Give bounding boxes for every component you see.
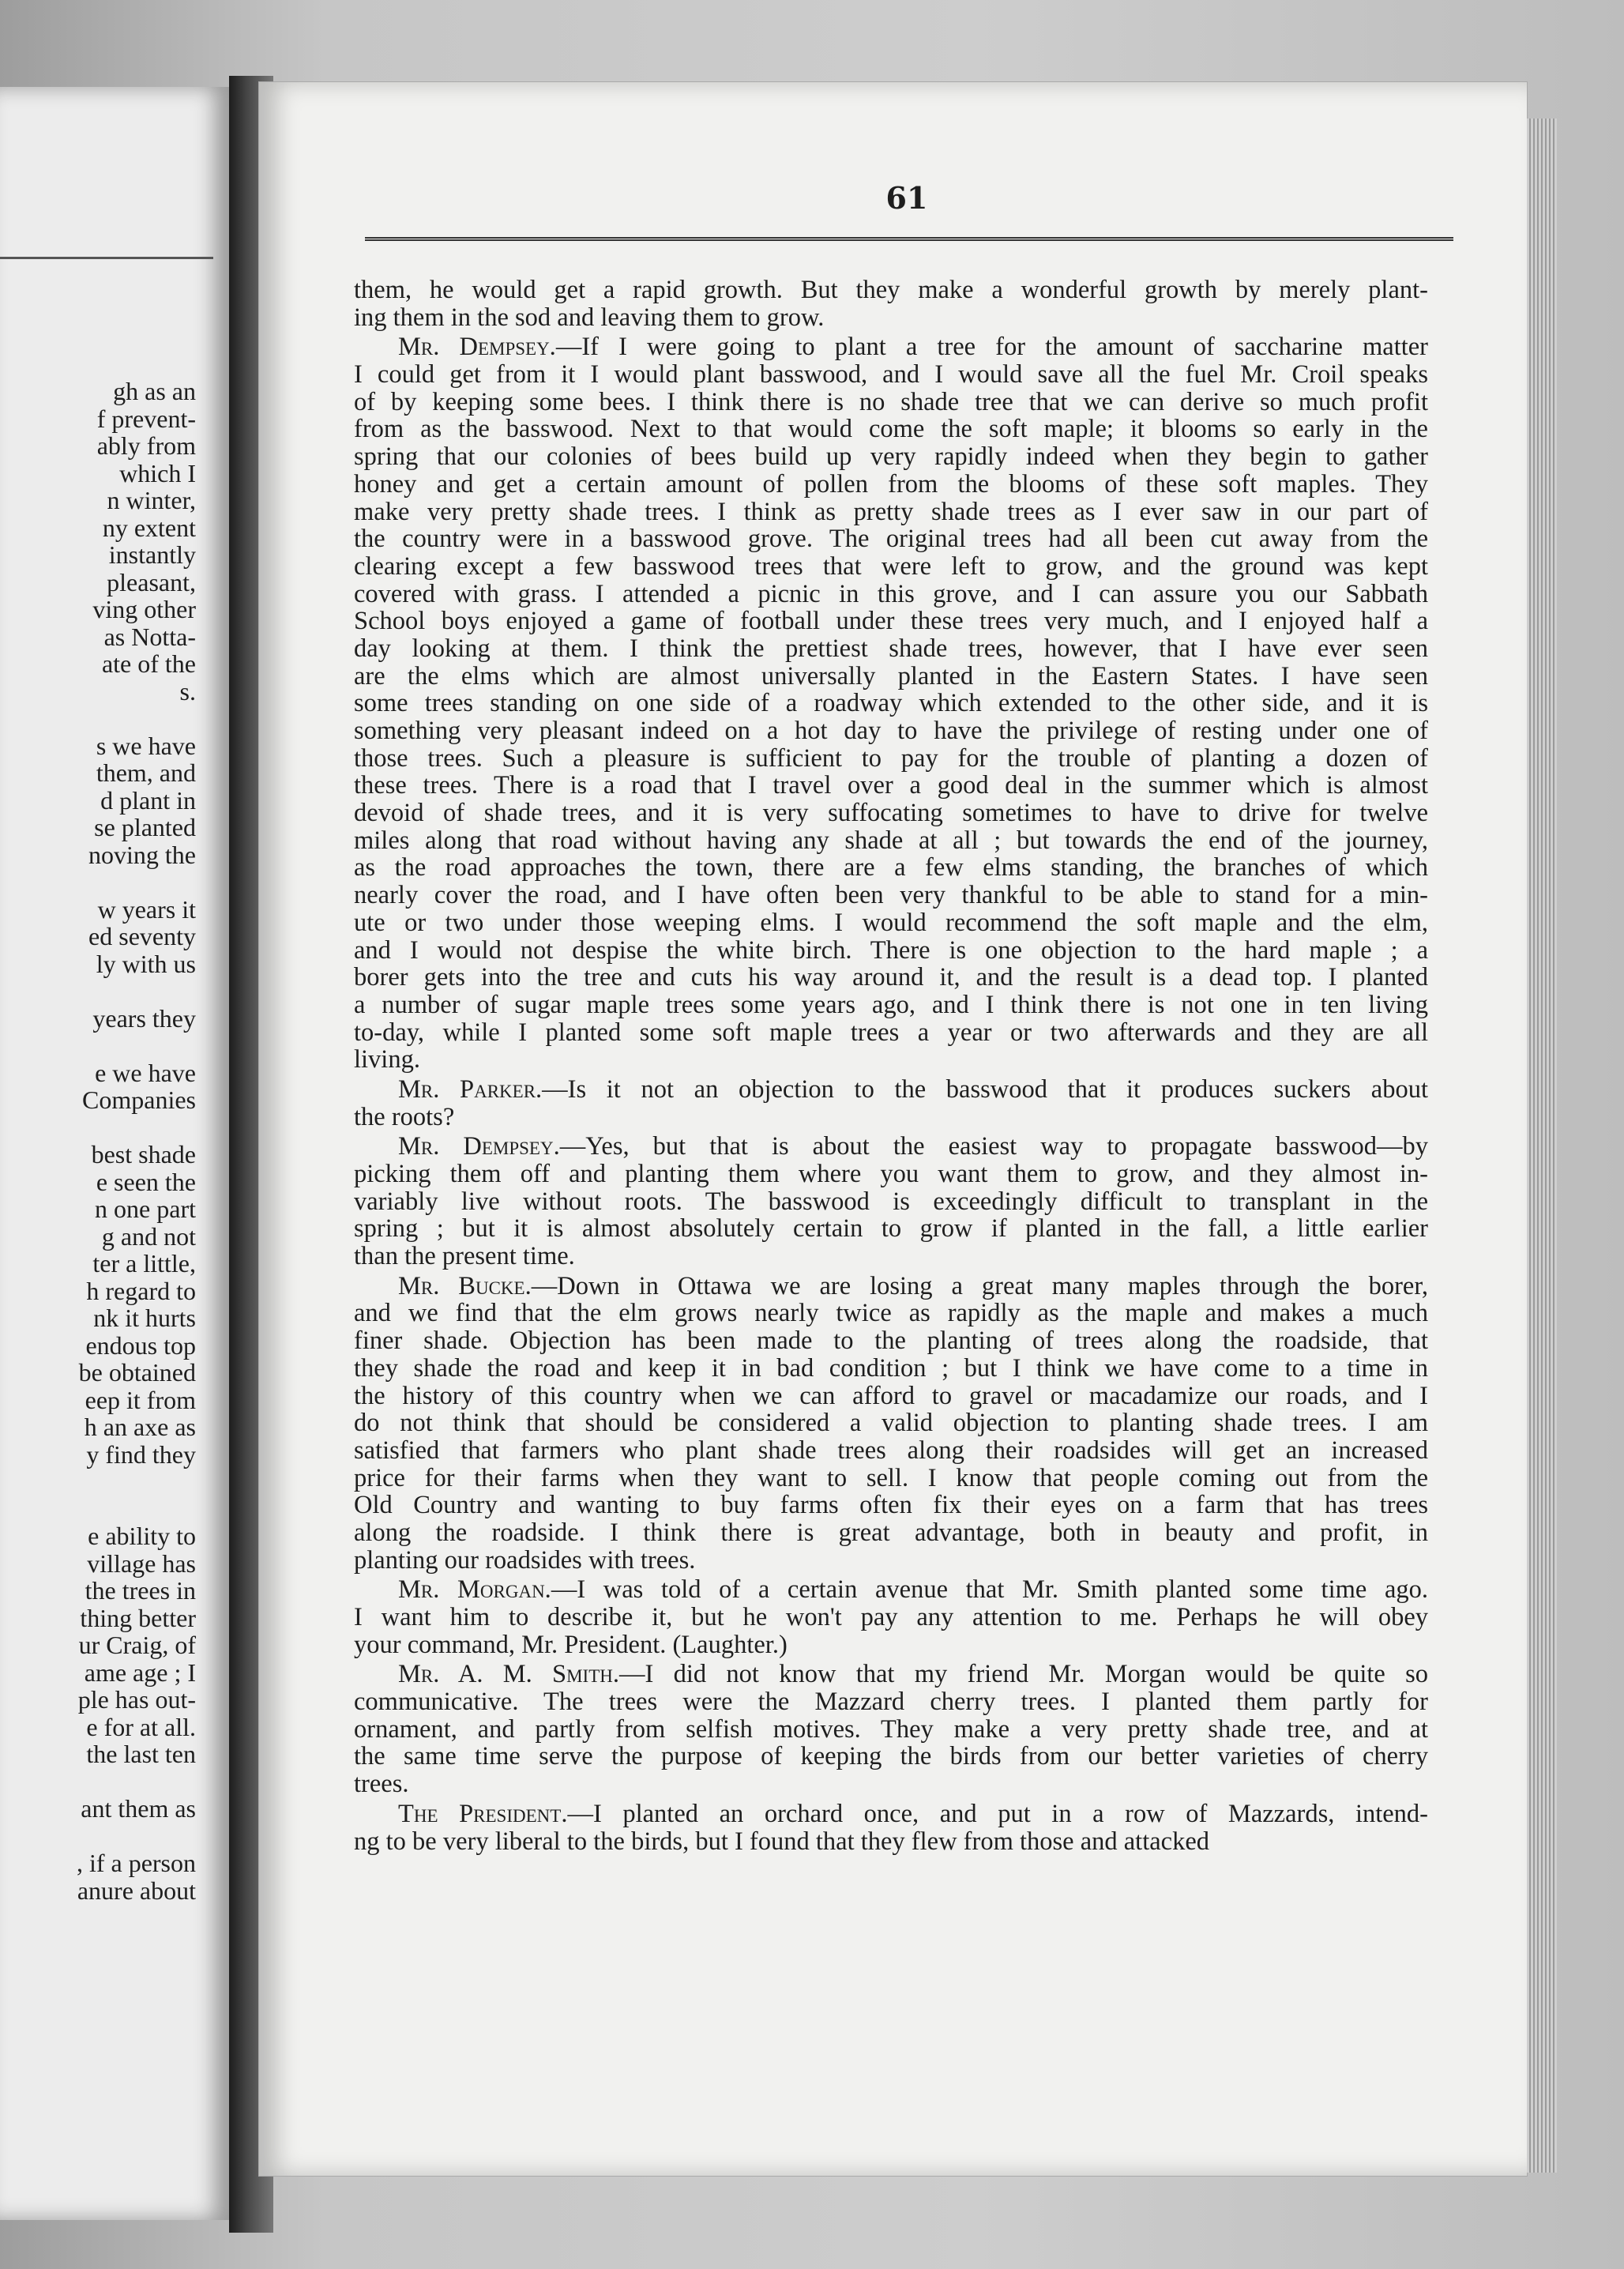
header-rule bbox=[365, 237, 1453, 247]
text-line: ng to be very liberal to the birds, but I found that they flew from those and attacked bbox=[354, 1827, 1210, 1856]
left-page bbox=[0, 87, 229, 2220]
text-line: do not think that should be considered a valid objection to planting shade trees. I am bbox=[354, 1409, 1428, 1438]
paragraph bbox=[354, 1273, 1428, 1575]
text-line: they shade the road and keep it in bad condition ; but I think we have come to a time in bbox=[354, 1353, 1428, 1383]
left-page-line bbox=[0, 1032, 205, 1059]
left-page-line: ny extent bbox=[102, 513, 196, 542]
text-line bbox=[354, 1801, 1428, 1828]
left-page-line: h an axe as bbox=[84, 1413, 196, 1441]
paragraph bbox=[354, 277, 1428, 331]
left-page-line: e for at all. bbox=[86, 1712, 196, 1741]
text-line: honey and get a certain amount of pollen from the blooms of these soft maples. They bbox=[354, 469, 1428, 499]
speaker-name: Mr. Dempsey. bbox=[398, 1132, 560, 1161]
paragraph bbox=[354, 1801, 1428, 1855]
text-line: the roots? bbox=[354, 1102, 455, 1131]
left-page-line: d plant in bbox=[100, 785, 196, 815]
line-text: —Yes, but that is about the easiest way to propagate basswood—by bbox=[559, 1132, 1428, 1161]
left-page-line: thing better bbox=[80, 1603, 196, 1632]
left-page-line: endous top bbox=[85, 1330, 196, 1360]
left-page-line: ving other bbox=[92, 595, 196, 623]
left-page-line bbox=[0, 1823, 205, 1850]
left-page-line: ur Craig, of bbox=[78, 1631, 196, 1659]
speaker-name: Mr. Morgan. bbox=[398, 1575, 551, 1605]
text-line bbox=[354, 1133, 1428, 1161]
line-text: —I did not know that my friend Mr. Morgan would be quite so bbox=[619, 1660, 1428, 1689]
text-line: are the elms which are almost universally planted in the Eastern States. I have seen bbox=[354, 661, 1428, 690]
text-line: along the roadside. I think there is great advantage, both in beauty and profit, in bbox=[354, 1518, 1428, 1547]
left-page-line: ant them as bbox=[81, 1794, 196, 1823]
left-page-line: se planted bbox=[94, 813, 196, 841]
left-page-line: instantly bbox=[108, 540, 196, 569]
left-page-line: e ability to bbox=[88, 1522, 196, 1550]
speaker-name: Mr. Dempsey. bbox=[398, 333, 556, 362]
text-line: devoid of shade trees, and it is very suffocating sometimes to have to drive for twelve bbox=[354, 799, 1428, 828]
text-line: make very pretty shade trees. I think as pretty shade trees as I ever saw in our part of bbox=[354, 497, 1428, 526]
text-line: covered with grass. I attended a picnic in this grove, and I can assure you our Sabbath bbox=[354, 579, 1428, 608]
speaker-name: The President. bbox=[398, 1799, 568, 1828]
left-header-rule bbox=[0, 257, 213, 259]
left-page-line: ably from bbox=[96, 431, 196, 460]
left-page-line: g and not bbox=[101, 1221, 196, 1251]
left-page-line: years they bbox=[92, 1003, 196, 1033]
left-page-line: , if a person bbox=[76, 1849, 196, 1877]
left-page-text bbox=[0, 378, 205, 1904]
text-line: borer gets into the tree and cuts his way around it, and the result is a dead top. I planted bbox=[354, 963, 1428, 992]
text-line: ornament, and partly from selfish motives. They make a very pretty shade tree, and at bbox=[354, 1714, 1428, 1744]
left-page-line: which I bbox=[119, 458, 196, 487]
text-line: I could get from it I would plant basswood, and I would save all the fuel Mr. Croil speaks bbox=[354, 360, 1428, 389]
text-line: and we find that the elm grows nearly twice as rapidly as the maple and makes a much bbox=[354, 1299, 1428, 1328]
text-line: something very pleasant indeed on a hot day to have the privilege of resting under one of bbox=[354, 717, 1428, 745]
left-page-line: e seen the bbox=[96, 1167, 196, 1196]
left-page-line: e we have bbox=[95, 1058, 196, 1087]
left-page-line: ter a little, bbox=[92, 1249, 196, 1277]
text-line: some trees standing on one side of a roadway which extended to the other side, and it is bbox=[354, 689, 1428, 718]
left-page-line: f prevent- bbox=[96, 404, 196, 433]
text-line: than the present time. bbox=[354, 1242, 575, 1271]
text-line: clearing except a few basswood trees that were left to grow, and the ground was kept bbox=[354, 551, 1428, 581]
text-line bbox=[354, 1076, 1428, 1104]
left-page-line: village has bbox=[87, 1548, 196, 1578]
text-line bbox=[354, 1661, 1428, 1688]
text-line: Old Country and wanting to buy farms often fix their eyes on a farm that has trees bbox=[354, 1491, 1428, 1520]
left-page-line: n winter, bbox=[107, 486, 196, 514]
left-page-line: best shade bbox=[91, 1140, 196, 1168]
line-text: —Down in Ottawa we are losing a great many maples through the borer, bbox=[531, 1271, 1429, 1300]
left-page-line: ate of the bbox=[101, 649, 196, 678]
text-line: your command, Mr. President. (Laughter.) bbox=[354, 1630, 788, 1659]
left-page-line: the trees in bbox=[85, 1576, 196, 1605]
text-line: ute or two under those weeping elms. I would recommend the soft maple and the elm, bbox=[354, 908, 1428, 937]
left-page-line: n one part bbox=[95, 1195, 196, 1223]
left-page-line bbox=[0, 1114, 205, 1142]
page-edges bbox=[1527, 119, 1557, 2173]
left-page-line: w years it bbox=[97, 894, 196, 924]
left-page-line: gh as an bbox=[113, 377, 196, 405]
left-page-line: pleasant, bbox=[107, 567, 196, 596]
left-page-line: the last ten bbox=[86, 1740, 196, 1768]
text-line: ing them in the sod and leaving them to grow. bbox=[354, 303, 825, 332]
text-line: finer shade. Objection has been made to the planting of trees along the roadside, that bbox=[354, 1326, 1428, 1356]
paragraph bbox=[354, 333, 1428, 1074]
page-body bbox=[354, 277, 1428, 1855]
page-number: 61 bbox=[885, 180, 928, 216]
text-line: to-day, while I planted some soft maple trees a year or two afterwards and they are all bbox=[354, 1018, 1428, 1047]
line-text: —If I were going to plant a tree for the amount of saccharine matter bbox=[555, 333, 1429, 362]
text-line: spring ; but it is almost absolutely certain to grow if planted in the fall, a little earlier bbox=[354, 1214, 1428, 1244]
text-line: day looking at them. I think the prettiest shade trees, however, that I have ever seen bbox=[354, 634, 1428, 663]
text-line: those trees. Such a pleasure is sufficient to pay for the trouble of planting a dozen of bbox=[354, 743, 1428, 773]
text-line bbox=[354, 1576, 1428, 1604]
text-line: spring that our colonies of bees build up very rapidly indeed when they begin to gather bbox=[354, 442, 1428, 472]
left-page-line: them, and bbox=[96, 758, 196, 787]
text-line bbox=[354, 333, 1428, 361]
text-line: from as the basswood. Next to that would come the soft maple; it blooms so early in the bbox=[354, 415, 1428, 444]
left-page-line: s. bbox=[179, 676, 196, 706]
text-line: the history of this country when we can afford to gravel or macadamize our roads, and I bbox=[354, 1381, 1428, 1410]
left-page-line bbox=[0, 705, 205, 732]
text-line: the same time serve the purpose of keeping the birds from our better varieties of cherry bbox=[354, 1742, 1428, 1771]
paragraph bbox=[354, 1133, 1428, 1270]
left-page-line bbox=[0, 1468, 205, 1496]
text-line: School boys enjoyed a game of football under these trees very much, and I enjoyed half a bbox=[354, 607, 1428, 636]
text-line: planting our roadsides with trees. bbox=[354, 1545, 696, 1575]
text-line: communicative. The trees were the Mazzard cherry trees. I planted them partly for bbox=[354, 1688, 1428, 1717]
left-page-line: anure about bbox=[77, 1876, 196, 1905]
line-text: —I planted an orchard once, and put in a row of Mazzards, intend- bbox=[567, 1799, 1429, 1828]
text-line: variably live without roots. The basswood is exceedingly difficult to transplant in the bbox=[354, 1187, 1428, 1216]
left-page-line: ple has out- bbox=[77, 1685, 196, 1714]
text-line bbox=[354, 1273, 1428, 1300]
line-text: —I was told of a certain avenue that Mr. Smith planted some time ago. bbox=[551, 1575, 1428, 1605]
text-line: I want him to describe it, but he won't pay any attention to me. Perhaps he will obey bbox=[354, 1603, 1428, 1631]
left-page-line: as Notta- bbox=[103, 622, 196, 651]
text-line: price for their farms when they want to sell. I know that people coming out from the bbox=[354, 1463, 1428, 1492]
left-page-line bbox=[0, 1496, 205, 1523]
text-line: trees. bbox=[354, 1770, 409, 1799]
left-page-line bbox=[0, 1768, 205, 1796]
text-line: miles along that road without having any shade at all ; but towards the end of the journey, bbox=[354, 826, 1428, 855]
left-page-line: Companies bbox=[82, 1086, 196, 1114]
left-page-line: eep it from bbox=[85, 1385, 196, 1414]
left-page-line: noving the bbox=[88, 840, 196, 869]
left-page-line: be obtained bbox=[78, 1358, 196, 1387]
paragraph bbox=[354, 1576, 1428, 1658]
left-page-line: ed seventy bbox=[88, 922, 196, 950]
text-line: picking them off and planting them where you want them to grow, and they almost in- bbox=[354, 1160, 1428, 1188]
speaker-name: Mr. A. M. Smith. bbox=[398, 1660, 619, 1689]
text-line: them, he would get a rapid growth. But they make a wonderful growth by merely plant- bbox=[354, 276, 1428, 304]
left-page-line bbox=[0, 977, 205, 1005]
left-page-line: s we have bbox=[96, 731, 196, 760]
text-line: as the road approaches the town, there are a few elms standing, the branches of which bbox=[354, 853, 1428, 882]
text-line: a number of sugar maple trees some years ago, and I think there is not one in ten living bbox=[354, 990, 1428, 1019]
left-page-line: ame age ; I bbox=[84, 1658, 196, 1687]
text-line: the country were in a basswood grove. The original trees had all been cut away from the bbox=[354, 525, 1428, 554]
left-page-line: ly with us bbox=[96, 949, 196, 978]
speaker-name: Mr. Parker. bbox=[398, 1074, 543, 1104]
line-text: —Is it not an objection to the basswood that it produces suckers about bbox=[542, 1074, 1428, 1104]
paragraph bbox=[354, 1661, 1428, 1797]
text-line: living. bbox=[354, 1045, 420, 1074]
text-line: and I would not despise the white birch. There is one objection to the hard maple ; a bbox=[354, 935, 1428, 965]
text-line: nearly cover the road, and I have often been very thankful to be able to stand for a min- bbox=[354, 881, 1428, 910]
left-page-line: y find they bbox=[86, 1439, 196, 1469]
text-line: these trees. There is a road that I travel over a good deal in the summer which is almost bbox=[354, 771, 1428, 800]
left-page-line: h regard to bbox=[86, 1276, 196, 1305]
left-page-line: nk it hurts bbox=[93, 1304, 196, 1332]
left-page-line bbox=[0, 868, 205, 896]
text-line: satisfied that farmers who plant shade trees along their roadsides will get an increased bbox=[354, 1436, 1428, 1465]
paragraph bbox=[354, 1076, 1428, 1131]
text-line: of by keeping some bees. I think there is no shade tree that we can derive so much profit bbox=[354, 387, 1428, 416]
speaker-name: Mr. Bucke. bbox=[398, 1271, 532, 1300]
